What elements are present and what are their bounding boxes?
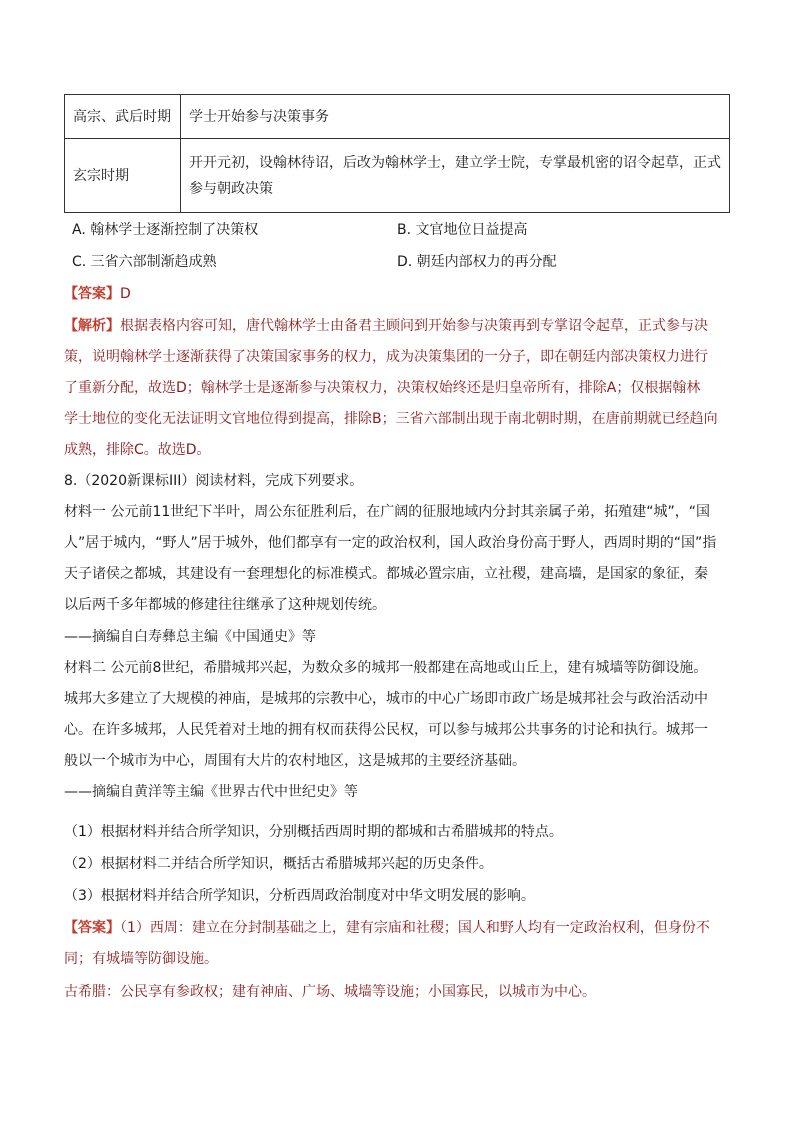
table-cell-content bbox=[181, 95, 730, 139]
q7-analysis-line: 学士地位的变化无法证明文官地位得到提高，排除B；三省六部制出现于南北朝时期，在唐前期就已经趋向 bbox=[64, 411, 718, 427]
material-1-line: 以后两千多年都城的修建往往继承了这种规划传统。 bbox=[64, 597, 386, 613]
table-cell-period: 高宗、武后时期 bbox=[65, 95, 181, 139]
option-a: A. 翰林学士逐渐控制了决策权 bbox=[72, 222, 259, 238]
option-c: C. 三省六部制渐趋成熟 bbox=[72, 254, 217, 270]
material-1-line: 天子诸侯之都城，其建设有一套理想化的标准模式。都城必置宗庙，立社稷，建高墙，是国家的象征，秦 bbox=[64, 566, 708, 582]
analysis-tag: 【解析】 bbox=[64, 318, 120, 334]
q7-analysis-line: 成熟，排除C。故选D。 bbox=[64, 442, 211, 458]
table-cell-content bbox=[181, 139, 730, 213]
q8-answer-line: 古希腊：公民享有参政权；建有神庙、广场、城墙等设施；小国寡民，以城市为中心。 bbox=[64, 984, 596, 1000]
q7-analysis-line: 策，说明翰林学士逐渐获得了决策国家事务的权力，成为决策集团的一分子，即在朝廷内部决策权力进行 bbox=[64, 349, 708, 365]
material-1-line: 人”居于城内，“野人”居于城外，他们都享有一定的政治权利，国人政治身份高于野人，西周时期的“国”指 bbox=[64, 535, 717, 551]
option-b: B. 文官地位日益提高 bbox=[397, 222, 528, 238]
material-2-line: 材料二 公元前8世纪，希腊城邦兴起，为数众多的城邦一般都建在高地或山丘上，建有城墙等防御设施。 bbox=[64, 660, 708, 676]
answer-tag: 【答案】 bbox=[64, 286, 120, 302]
q7-analysis-line: 了重新分配，故选D；翰林学士是逐渐参与决策权力，决策权始终还是归皇帝所有，排除A；仅根据翰林 bbox=[64, 380, 701, 396]
material-1-source: ——摘编自白寿彝总主编《中国通史》等 bbox=[64, 629, 316, 645]
option-d: D. 朝廷内部权力的再分配 bbox=[397, 254, 557, 270]
table-row bbox=[65, 139, 730, 213]
material-1-line: 材料一 公元前11世纪下半叶，周公东征胜利后，在广阔的征服地域内分封其亲属子弟，拓殖建“城”，“国 bbox=[64, 504, 711, 520]
cell-line: 开开元初，设翰林待诏，后改为翰林学士，建立学士院，专掌最机密的诏令起草，正式 bbox=[189, 154, 721, 171]
q8-answer-line: 同；有城墙等防御设施。 bbox=[64, 951, 218, 967]
answer-value: D bbox=[120, 286, 131, 302]
answer-text: （1）西周：建立在分封制基础之上，建有宗庙和社稷；国人和野人均有一定政治权利，但身份不 bbox=[120, 920, 710, 936]
material-2-source: ——摘编自黄洋等主编《世界古代中世纪史》等 bbox=[64, 784, 358, 800]
q8-subquestion: （2）根据材料二并结合所学知识，概括古希腊城邦兴起的历史条件。 bbox=[64, 856, 493, 872]
material-2-line: 般以一个城市为中心，周围有大片的农村地区，这是城邦的主要经济基础。 bbox=[64, 753, 526, 769]
cell-line: 参与朝政决策 bbox=[189, 180, 273, 197]
material-2-line: 心。在许多城邦，人民凭着对土地的拥有权而获得公民权，可以参与城邦公共事务的讨论和执行。城邦一 bbox=[64, 722, 708, 738]
material-2-line: 城邦大多建立了大规模的神庙，是城邦的宗教中心，城市的中心广场即市政广场是城邦社会与政治活动中 bbox=[64, 691, 708, 707]
q8-subquestion: （1）根据材料并结合所学知识，分别概括西周时期的都城和古希腊城邦的特点。 bbox=[64, 824, 563, 840]
q7-answer bbox=[64, 284, 732, 304]
answer-tag: 【答案】 bbox=[64, 920, 120, 936]
table-cell-period: 玄宗时期 bbox=[65, 139, 181, 213]
table-row bbox=[65, 95, 730, 139]
q8-answer-line bbox=[64, 918, 732, 938]
analysis-text: 根据表格内容可知，唐代翰林学士由备君主顾问到开始参与决策再到专掌诏令起草，正式参与决 bbox=[120, 318, 708, 334]
history-table bbox=[64, 94, 730, 213]
cell-line: 学士开始参与决策事务 bbox=[189, 108, 329, 125]
q7-analysis-line bbox=[64, 316, 732, 336]
q8-heading: 8.（2020新课标III）阅读材料，完成下列要求。 bbox=[64, 473, 364, 489]
q8-subquestion: （3）根据材料并结合所学知识，分析西周政治制度对中华文明发展的影响。 bbox=[64, 888, 535, 904]
